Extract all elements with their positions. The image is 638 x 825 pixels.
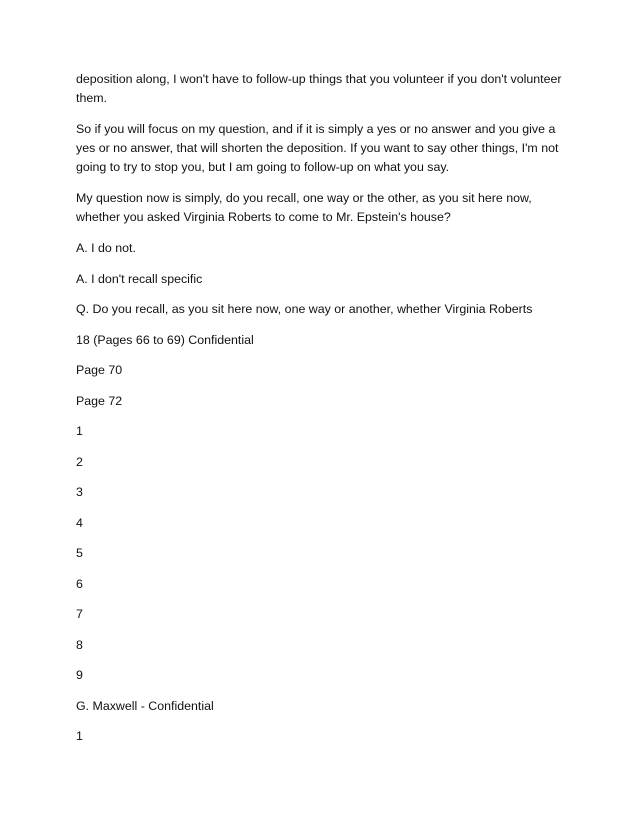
line-number-6: 6 — [76, 576, 83, 591]
page-footer-confidential: 18 (Pages 66 to 69) Confidential — [76, 332, 254, 347]
line-number-8: 8 — [76, 637, 83, 652]
page-label-70: Page 70 — [76, 363, 123, 377]
line-number-1-bottom: 1 — [76, 729, 83, 743]
line-number-3: 3 — [76, 485, 83, 499]
line-number-5: 5 — [76, 546, 83, 560]
line-number-4: 4 — [76, 515, 83, 530]
line-number-2: 2 — [76, 454, 83, 469]
paragraph-question-virginia-roberts: My question now is simply, do you recall, one way or the other, as you sit here now, whether you asked Virginia Roberts to come to Mr. Epstein's house? — [76, 191, 532, 224]
answer-i-do-not: A. I do not. — [76, 241, 136, 255]
line-number-9: 9 — [76, 668, 83, 682]
answer-dont-recall: A. I don't recall specific — [76, 271, 203, 286]
question-do-you-recall: Q. Do you recall, as you sit here now, one way or another, whether Virginia Roberts — [76, 302, 533, 316]
paragraph-focus-on-question: So if you will focus on my question, and if it is simply a yes or no answer and you give a yes or no answer, that will shorten the deposition. If you want to say other things, I'm not going to try to stop you, but I am going to follow-up on what you say. — [76, 122, 559, 174]
footer-maxwell-confidential: G. Maxwell - Confidential — [76, 698, 214, 713]
document-body — [76, 70, 566, 758]
line-number-7: 7 — [76, 607, 83, 621]
page-label-72: Page 72 — [76, 393, 123, 408]
line-number-1: 1 — [76, 424, 83, 438]
paragraph-deposition-along: deposition along, I won't have to follow-up things that you volunteer if you don't volunteer them. — [76, 72, 562, 105]
